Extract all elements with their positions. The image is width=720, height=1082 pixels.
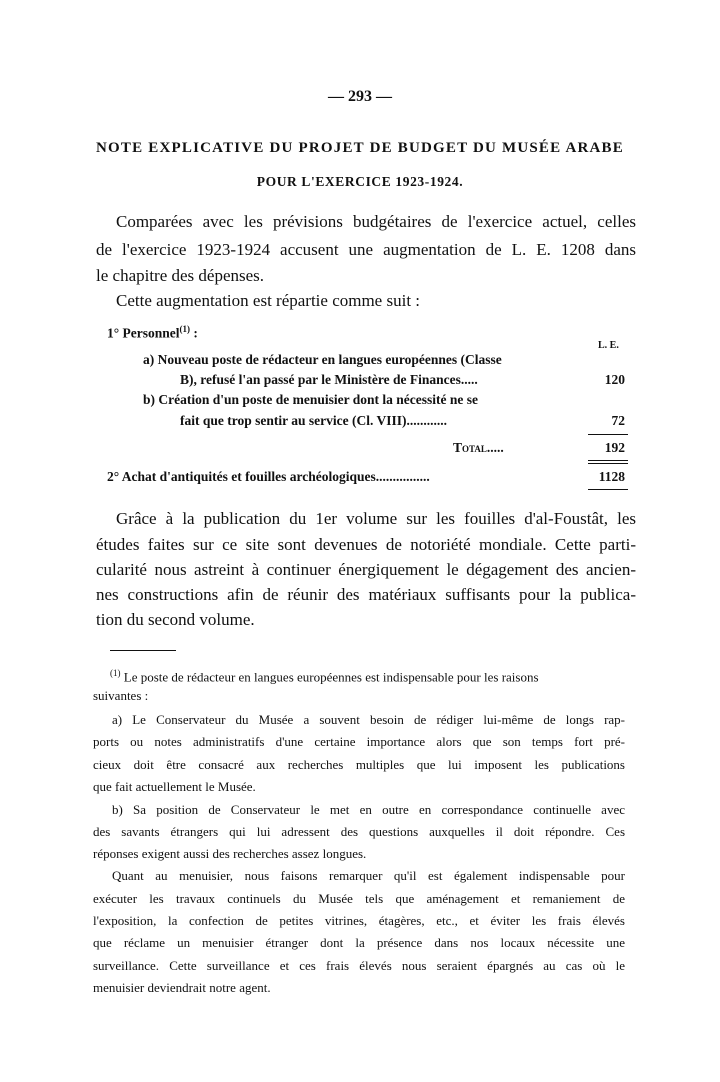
total-rule-2	[588, 463, 628, 464]
paragraph-2-line-2: études faites sur ce site sont devenues de notoriété mondiale. Cette parti-	[96, 535, 636, 554]
footnote-ref: (1)	[179, 324, 191, 334]
intro-line-2: de l'exercice 1923-1924 accusent une augmentation de L. E. 1208 dans	[96, 240, 636, 259]
section-1-label: 1° Personnel	[107, 325, 180, 341]
paragraph-2-line-4: nes constructions afin de réunir des matériaux suffisants pour la publica-	[96, 585, 636, 604]
item-a-value: 120	[604, 372, 625, 387]
section-1-colon: :	[193, 325, 198, 341]
subtotal-rule	[588, 434, 628, 435]
total-label: Total.....	[453, 440, 504, 455]
footnote-line-1	[110, 668, 539, 685]
item-b-value: 72	[611, 413, 625, 428]
footnote-line-13: que réclame un menuisier étranger dont la présence dans nos locaux nécessite une	[93, 935, 625, 950]
footnote-line-5: cieux doit être consacré aux recherches multiples que lui imposent les publications	[93, 757, 625, 772]
document-subtitle: POUR L'EXERCICE 1923-1924.	[256, 174, 464, 189]
footnote-line-2: suivantes :	[93, 688, 149, 703]
footnote-line-14: surveillance. Cette surveillance et ces frais élevés nous seraient épargnés au cas où le	[93, 958, 625, 973]
budget-section-1	[107, 324, 198, 342]
item-b-line-2: fait que trop sentir au service (Cl. VIII)............	[180, 413, 447, 428]
paragraph-2-line-1: Grâce à la publication du 1er volume sur les fouilles d'al-Foustât, les	[116, 509, 636, 528]
footnote-separator	[110, 650, 176, 651]
footnote-line-15: menuisier deviendrait notre agent.	[93, 980, 271, 995]
footnote-line-8: des savants étrangers qui lui adressent des questions auxquelles il doit répondre. Ces	[93, 824, 625, 839]
footnote-marker: (1)	[110, 668, 121, 678]
section-2-value: 1128	[598, 469, 625, 484]
grand-total-rule	[588, 489, 628, 490]
footnote-line-12: l'exposition, la confection de petites vitrines, étagères, etc., et éviter les frais élevés	[93, 913, 625, 928]
item-b-line-1: b) Création d'un poste de menuisier dont la nécessité ne se	[143, 392, 479, 407]
footnote-line-3: a) Le Conservateur du Musée a souvent besoin de rédiger lui-même de longs rap-	[112, 712, 625, 727]
total-rule-1	[588, 460, 628, 461]
document-title: NOTE EXPLICATIVE DU PROJET DE BUDGET DU MUSÉE ARABE	[96, 140, 624, 156]
footnote-line-6: que fait actuellement le Musée.	[93, 779, 256, 794]
intro-line-1: Comparées avec les prévisions budgétaires de l'exercice actuel, celles	[116, 212, 636, 231]
intro-last-line: Cette augmentation est répartie comme suit :	[116, 291, 421, 310]
currency-header: L. E.	[598, 340, 619, 351]
footnote-line-7: b) Sa position de Conservateur le met en outre en correspondance continuelle avec	[112, 802, 625, 817]
footnote-line-11: exécuter les travaux continuels du Musée tels que aménagement et remaniement de	[93, 891, 625, 906]
footnote-line-4: ports ou notes administratifs d'une certaine importance alors que son temps fort pré-	[93, 734, 625, 749]
paragraph-2-last-line: tion du second volume.	[96, 610, 255, 629]
total-value: 192	[604, 440, 625, 455]
budget-section-2: 2° Achat d'antiquités et fouilles archéologiques................	[107, 469, 430, 484]
paragraph-2-line-3: cularité nous astreint à continuer énergiquement le dégagement des ancien-	[96, 560, 636, 579]
page-number: — 293 —	[328, 88, 392, 105]
footnote-line-9: réponses exigent aussi des recherches assez longues.	[93, 846, 367, 861]
item-a-line-2: B), refusé l'an passé par le Ministère de Finances.....	[180, 372, 478, 387]
footnote-line-1-text: Le poste de rédacteur en langues européennes est indispensable pour les raisons	[120, 669, 539, 685]
footnote-line-10: Quant au menuisier, nous faisons remarquer qu'il est également indispensable pour	[112, 868, 625, 883]
intro-line-3: le chapitre des dépenses.	[96, 266, 265, 285]
item-a-line-1: a) Nouveau poste de rédacteur en langues européennes (Classe	[143, 352, 502, 367]
